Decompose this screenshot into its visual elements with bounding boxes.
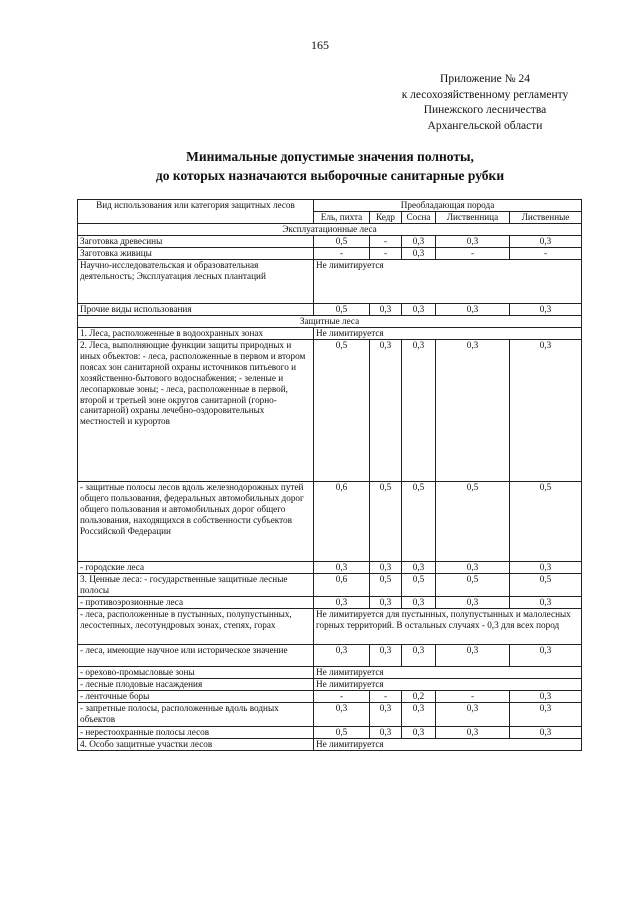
row-value: 0,5	[402, 482, 436, 562]
row-value: 0,3	[314, 702, 370, 726]
row-name: - лесные плодовые насаждения	[78, 678, 314, 690]
row-value: 0,3	[370, 562, 402, 574]
row-name: - орехово-промысловые зоны	[78, 666, 314, 678]
table-row	[78, 328, 582, 340]
row-value: 0,5	[370, 574, 402, 597]
row-name: - городские леса	[78, 562, 314, 574]
row-value: 0,5	[314, 726, 370, 738]
table-row	[78, 666, 582, 678]
row-value: 0,3	[314, 562, 370, 574]
row-value: 0,3	[370, 340, 402, 482]
row-value: 0,3	[402, 304, 436, 316]
row-value: 0,3	[402, 562, 436, 574]
row-value: 0,3	[314, 596, 370, 608]
row-value: 0,3	[370, 644, 402, 666]
row-value: 0,3	[370, 304, 402, 316]
row-value: 0,6	[314, 482, 370, 562]
row-value: 0,3	[510, 726, 582, 738]
table-row	[78, 340, 582, 482]
row-note: Не лимитируется	[314, 260, 582, 304]
row-name: Прочие виды использования	[78, 304, 314, 316]
page-number: 165	[311, 38, 329, 52]
row-name: - запретные полосы, расположенные вдоль водных объектов	[78, 702, 314, 726]
header-species: Ель, пихта	[314, 212, 370, 224]
row-name: 2. Леса, выполняющие функции защиты природных и иных объектов: - леса, расположенные в первом и втором поясах зон санитарной охраны источников питьевого и хозяйственно-бытового водоснабжения; - зеленые и лесопарковые зоны; - леса, расположенные в первой, второй и третьей зоне округов санитарной (горно-санитарной) охраны лечебно-оздоровительных местностей и курортов	[78, 340, 314, 482]
row-value: 0,3	[510, 304, 582, 316]
row-value: 0,3	[436, 702, 510, 726]
row-name: - леса, имеющие научное или историческое значение	[78, 644, 314, 666]
header-species: Лиственница	[436, 212, 510, 224]
row-value: 0,3	[510, 702, 582, 726]
table-row	[78, 248, 582, 260]
row-note: Не лимитируется для пустынных, полупустынных и малолесных горных территорий. В остальных случаях - 0,3 для всех пород	[314, 608, 582, 644]
row-value: -	[314, 248, 370, 260]
row-value: 0,5	[510, 482, 582, 562]
row-name: - нерестоохранные полосы лесов	[78, 726, 314, 738]
appendix-line: Пинежского лесничества	[423, 104, 547, 116]
row-value: -	[436, 248, 510, 260]
appendix-line: к лесохозяйственному регламенту	[401, 88, 569, 101]
table-row	[78, 726, 582, 738]
row-name: - противоэрозионные леса	[78, 596, 314, 608]
header-usage-type: Вид использования или категория защитных лесов	[78, 200, 314, 224]
table-row	[78, 690, 582, 702]
row-value: 0,5	[510, 574, 582, 597]
row-name: Научно-исследовательская и образовательная деятельность; Эксплуатация лесных плантаций	[78, 260, 314, 304]
table-row	[78, 236, 582, 248]
row-value: 0,3	[402, 726, 436, 738]
table-row	[78, 260, 582, 304]
row-note: Не лимитируется	[314, 328, 582, 340]
row-value: 0,5	[436, 482, 510, 562]
row-name: 3. Ценные леса: - государственные защитные лесные полосы	[78, 574, 314, 597]
appendix-line: Приложение № 24	[440, 73, 530, 85]
row-value: 0,3	[510, 340, 582, 482]
row-value: 0,6	[314, 574, 370, 597]
row-value: 0,3	[510, 236, 582, 248]
row-value: 0,3	[402, 596, 436, 608]
header-species-group: Преобладающая порода	[314, 200, 582, 212]
row-value: 0,3	[402, 702, 436, 726]
row-value: 0,3	[370, 702, 402, 726]
table-row	[78, 596, 582, 608]
table-row	[78, 608, 582, 644]
row-name: Заготовка живицы	[78, 248, 314, 260]
row-value: -	[510, 248, 582, 260]
row-name: Заготовка древесины	[78, 236, 314, 248]
row-value: 0,3	[436, 236, 510, 248]
document-title	[60, 147, 600, 185]
row-name: - защитные полосы лесов вдоль железнодорожных путей общего пользования, федеральных автомобильных дорог общего пользования и автомобильных дорог общего пользования, находящихся в собственности субъектов Российской Федерации	[78, 482, 314, 562]
row-value: 0,3	[510, 596, 582, 608]
row-value: 0,3	[402, 644, 436, 666]
row-value: 0,5	[314, 304, 370, 316]
row-value: 0,3	[370, 596, 402, 608]
header-species: Лиственные	[510, 212, 582, 224]
row-value: 0,3	[510, 644, 582, 666]
header-species: Кедр	[370, 212, 402, 224]
appendix-block	[372, 72, 598, 134]
title-line: Минимальные допустимые значения полноты,	[186, 149, 474, 164]
row-value: 0,5	[436, 574, 510, 597]
row-value: 0,5	[314, 236, 370, 248]
row-value: 0,3	[436, 304, 510, 316]
table-row	[78, 304, 582, 316]
table-row	[78, 738, 582, 750]
row-value: 0,3	[510, 690, 582, 702]
row-value: 0,3	[510, 562, 582, 574]
row-value: 0,3	[402, 340, 436, 482]
row-value: 0,3	[370, 726, 402, 738]
table-row	[78, 574, 582, 597]
row-value: -	[314, 690, 370, 702]
row-value: -	[370, 248, 402, 260]
table-row	[78, 482, 582, 562]
row-value: 0,3	[436, 596, 510, 608]
section-exploitation-forests: Эксплуатационные леса	[78, 224, 582, 236]
row-value: 0,3	[436, 340, 510, 482]
table-row	[78, 644, 582, 666]
row-value: -	[436, 690, 510, 702]
row-value: 0,2	[402, 690, 436, 702]
header-species: Сосна	[402, 212, 436, 224]
row-note: Не лимитируется	[314, 738, 582, 750]
row-value: 0,3	[436, 726, 510, 738]
table-row	[78, 702, 582, 726]
row-value: -	[370, 690, 402, 702]
row-value: 0,3	[436, 644, 510, 666]
row-value: 0,5	[314, 340, 370, 482]
row-value: 0,5	[402, 574, 436, 597]
row-note: Не лимитируется	[314, 678, 582, 690]
table-row	[78, 678, 582, 690]
row-value: 0,3	[402, 236, 436, 248]
row-name: - ленточные боры	[78, 690, 314, 702]
row-value: 0,5	[370, 482, 402, 562]
title-line: до которых назначаются выборочные санитарные рубки	[155, 168, 505, 183]
row-name: 4. Особо защитные участки лесов	[78, 738, 314, 750]
sanitary-felling-table	[77, 199, 582, 751]
row-name: 1. Леса, расположенные в водоохранных зонах	[78, 328, 314, 340]
section-protective-forests: Защитные леса	[78, 316, 582, 328]
row-note: Не лимитируется	[314, 666, 582, 678]
row-value: -	[370, 236, 402, 248]
table-row	[78, 562, 582, 574]
row-name: - леса, расположенные в пустынных, полупустынных, лесостепных, лесотундровых зонах, степях, горах	[78, 608, 314, 644]
row-value: 0,3	[402, 248, 436, 260]
appendix-line: Архангельской области	[427, 119, 543, 132]
row-value: 0,3	[436, 562, 510, 574]
row-value: 0,3	[314, 644, 370, 666]
